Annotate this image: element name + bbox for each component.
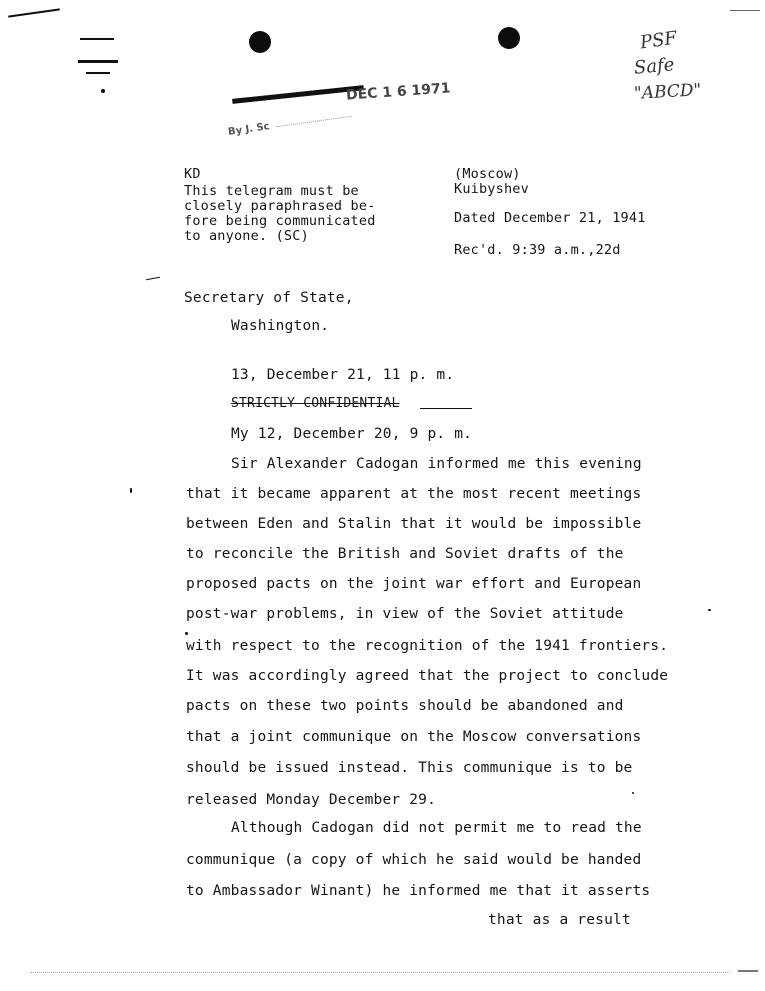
handwritten-note: PSF xyxy=(638,27,679,54)
paraphrase-notice-line: closely paraphrased be- xyxy=(184,198,376,214)
scan-mark xyxy=(78,60,118,63)
body-line: to reconcile the British and Soviet drafts of the xyxy=(186,546,624,562)
body-line: Sir Alexander Cadogan informed me this evening xyxy=(231,456,642,472)
addressee-title: Secretary of State, xyxy=(184,290,354,306)
declass-by-stamp: By J. Sc xyxy=(227,121,271,138)
redaction-bar xyxy=(232,85,364,104)
body-line: proposed pacts on the joint war effort and European xyxy=(186,576,642,592)
handwritten-note: Safe xyxy=(633,54,676,79)
binder-hole-left xyxy=(249,31,271,53)
scan-bottom-edge xyxy=(30,972,730,973)
scan-mark xyxy=(730,10,760,11)
paraphrase-notice-line: to anyone. (SC) xyxy=(184,228,309,244)
telegram-number: 13, December 21, 11 p. m. xyxy=(231,367,455,383)
body-line: to Ambassador Winant) he informed me that it asserts xyxy=(186,883,651,899)
date-received: Rec'd. 9:39 a.m.,22d xyxy=(454,242,621,258)
body-line: pacts on these two points should be abandoned and xyxy=(186,698,624,714)
body-line: that a joint communique on the Moscow conversations xyxy=(186,729,642,745)
scan-bottom-edge xyxy=(738,970,758,972)
scan-mark xyxy=(8,8,60,17)
classification-underline xyxy=(420,408,472,409)
body-line: post-war problems, in view of the Soviet attitude xyxy=(186,606,624,622)
origin-city: Kuibyshev xyxy=(454,181,529,197)
body-line: between Eden and Stalin that it would be impossible xyxy=(186,516,642,532)
origin-city: (Moscow) xyxy=(454,166,521,182)
prior-telegram-reference: My 12, December 20, 9 p. m. xyxy=(231,426,473,442)
header-code: KD xyxy=(184,166,201,182)
paraphrase-notice-line: This telegram must be xyxy=(184,183,359,199)
margin-arrow-mark xyxy=(146,277,160,280)
body-line: Although Cadogan did not permit me to read the xyxy=(231,820,642,836)
declass-date-stamp: DEC 1 6 1971 xyxy=(345,80,451,104)
body-line: communique (a copy of which he said would be handed xyxy=(186,852,642,868)
scan-mark xyxy=(101,89,105,93)
paraphrase-notice-line: fore being communicated xyxy=(184,213,376,229)
continuation-catchword: that as a result xyxy=(488,912,631,928)
body-line: released Monday December 29. xyxy=(186,792,437,808)
scan-speck xyxy=(708,609,711,611)
date-dated: Dated December 21, 1941 xyxy=(454,210,646,226)
body-line: should be issued instead. This communique is to be xyxy=(186,760,633,776)
scan-speck xyxy=(632,792,634,794)
body-line: that it became apparent at the most recent meetings xyxy=(186,486,642,502)
addressee-city: Washington. xyxy=(231,318,330,334)
binder-hole-right xyxy=(498,27,520,49)
stamp-dotted-line xyxy=(276,116,351,128)
scan-mark xyxy=(80,38,114,40)
scan-mark xyxy=(86,72,110,74)
body-line: It was accordingly agreed that the project to conclude xyxy=(186,668,669,684)
scan-speck xyxy=(185,632,188,635)
classification-struck: STRICTLY CONFIDENTIAL xyxy=(231,396,400,411)
scan-speck xyxy=(130,488,132,493)
body-line: with respect to the recognition of the 1941 frontiers. xyxy=(186,638,669,654)
handwritten-note: "ABCD" xyxy=(633,80,702,104)
